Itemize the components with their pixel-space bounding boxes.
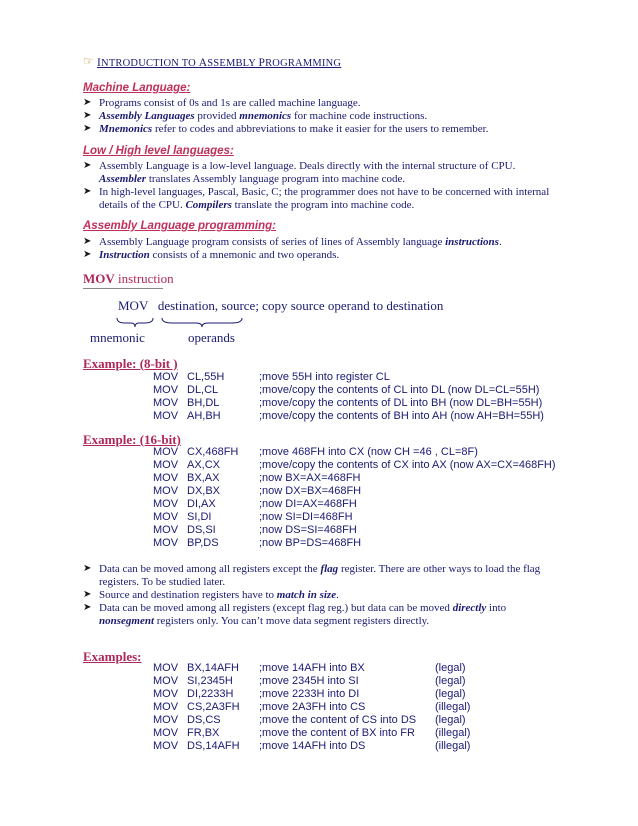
- instruction-comment: ;move/copy the contents of CX into AX (now AX=CX=468FH): [259, 459, 556, 471]
- arrow-bullet-icon: ➤: [83, 123, 92, 134]
- instruction-operands: DS,14AFH: [187, 740, 240, 752]
- instruction-operands: DL,CL: [187, 384, 219, 396]
- note-text: nonsegment registers only. You can’t move data segment registers directly.: [99, 615, 430, 627]
- instruction-mnemonic: MOV: [153, 714, 179, 726]
- instruction-comment: ;move 2A3FH into CS: [259, 701, 366, 713]
- instruction-mnemonic: MOV: [153, 727, 179, 739]
- arrow-bullet-icon: ➤: [83, 602, 92, 613]
- brace-mnemonic-icon: [115, 316, 155, 328]
- examples-heading: Examples:: [83, 649, 142, 664]
- instruction-comment: ;move 55H into register CL: [259, 371, 390, 383]
- instruction-operands: DS,CS: [187, 714, 221, 726]
- instruction-mnemonic: MOV: [153, 675, 179, 687]
- instruction-comment: ;move the content of BX into FR: [259, 727, 415, 739]
- bullet-text: Instruction consists of a mnemonic and two operands.: [99, 249, 340, 261]
- instruction-legality: (legal): [435, 662, 466, 674]
- bullet-text: Assembly Language is a low-level language. Deals directly with the internal structure of CPU.: [99, 160, 516, 172]
- instruction-operands: BX,AX: [187, 472, 220, 484]
- instruction-legality: (legal): [435, 675, 466, 687]
- instruction-operands: SI,2345H: [187, 675, 233, 687]
- note-text: registers. To be studied later.: [99, 576, 226, 588]
- bullet-text: In high-level languages, Pascal, Basic, C; the programmer does not have to be concerned with internal: [99, 186, 550, 198]
- instruction-mnemonic: MOV: [153, 384, 179, 396]
- instruction-operands: DX,BX: [187, 485, 221, 497]
- instruction-mnemonic: MOV: [153, 410, 179, 422]
- section-heading-low-high: Low / High level languages:: [83, 145, 234, 157]
- instruction-comment: ;now BP=DS=468FH: [259, 537, 362, 549]
- instruction-operands: BP,DS: [187, 537, 219, 549]
- instruction-operands: CL,55H: [187, 371, 225, 383]
- bullet-text: Assembly Language program consists of series of lines of Assembly language instructions.: [99, 236, 502, 248]
- instruction-legality: (legal): [435, 688, 466, 700]
- bullet-text: details of the CPU. Compilers translate the program into machine code.: [99, 199, 415, 211]
- page-title: INTRODUCTION TO ASSEMBLY PROGRAMMING: [97, 57, 342, 69]
- arrow-bullet-icon: ➤: [83, 236, 92, 247]
- mnemonic-label: mnemonic: [90, 330, 145, 345]
- instruction-operands: DI,2233H: [187, 688, 234, 700]
- brace-operands-icon: [160, 316, 244, 328]
- note-text: Data can be moved among all registers (except flag reg.) but data can be moved directly into: [99, 602, 507, 614]
- bullet-text: Assembler translates Assembly language program into machine code.: [99, 173, 406, 185]
- arrow-bullet-icon: ➤: [83, 160, 92, 171]
- example-16bit-heading: Example: (16-bit): [83, 432, 181, 447]
- instruction-mnemonic: MOV: [153, 688, 179, 700]
- instruction-legality: (legal): [435, 714, 466, 726]
- bullet-text: Mnemonics refer to codes and abbreviations to make it easier for the users to remember.: [99, 123, 489, 135]
- instruction-comment: ;now DS=SI=468FH: [259, 524, 357, 536]
- instruction-mnemonic: MOV: [153, 701, 179, 713]
- arrow-bullet-icon: ➤: [83, 186, 92, 197]
- instruction-operands: SI,DI: [187, 511, 212, 523]
- bullet-text: Programs consist of 0s and 1s are called machine language.: [99, 97, 361, 109]
- instruction-comment: ;move 14AFH into BX: [259, 662, 365, 674]
- instruction-comment: ;move/copy the contents of BH into AH (now AH=BH=55H): [259, 410, 544, 422]
- arrow-bullet-icon: ➤: [83, 97, 92, 108]
- instruction-comment: ;move 2345H into SI: [259, 675, 359, 687]
- instruction-mnemonic: MOV: [153, 397, 179, 409]
- instruction-comment: ;now BX=AX=468FH: [259, 472, 361, 484]
- instruction-comment: ;move/copy the contents of CL into DL (now DL=CL=55H): [259, 384, 540, 396]
- instruction-operands: DI,AX: [187, 498, 216, 510]
- instruction-mnemonic: MOV: [153, 740, 179, 752]
- note-text: Data can be moved among all registers except the flag register. There are other ways to load the flag: [99, 563, 541, 575]
- instruction-operands: BH,DL: [187, 397, 220, 409]
- instruction-operands: CS,2A3FH: [187, 701, 240, 713]
- arrow-bullet-icon: ➤: [83, 110, 92, 121]
- example-8bit-heading: Example: (8-bit ): [83, 356, 178, 371]
- instruction-comment: ;move 2233H into DI: [259, 688, 360, 700]
- mov-syntax: MOV destination, source; copy source operand to destination: [118, 298, 444, 313]
- note-text: Source and destination registers have to match in size.: [99, 589, 339, 601]
- instruction-mnemonic: MOV: [153, 537, 179, 549]
- instruction-operands: CX,468FH: [187, 446, 239, 458]
- instruction-operands: AH,BH: [187, 410, 221, 422]
- instruction-comment: ;move 14AFH into DS: [259, 740, 366, 752]
- instruction-comment: ;move the content of CS into DS: [259, 714, 417, 726]
- instruction-legality: (illegal): [435, 701, 471, 713]
- instruction-mnemonic: MOV: [153, 524, 179, 536]
- instruction-mnemonic: MOV: [153, 472, 179, 484]
- instruction-mnemonic: MOV: [153, 446, 179, 458]
- arrow-bullet-icon: ➤: [83, 589, 92, 600]
- arrow-bullet-icon: ➤: [83, 249, 92, 260]
- operands-label: operands: [188, 330, 235, 345]
- divider: [83, 288, 163, 289]
- instruction-mnemonic: MOV: [153, 459, 179, 471]
- arrow-bullet-icon: ➤: [83, 563, 92, 574]
- section-heading-assembly-programming: Assembly Language programming:: [83, 220, 276, 232]
- instruction-comment: ;now DI=AX=468FH: [259, 498, 357, 510]
- instruction-operands: AX,CX: [187, 459, 221, 471]
- instruction-operands: DS,SI: [187, 524, 216, 536]
- instruction-mnemonic: MOV: [153, 371, 179, 383]
- bullet-text: Assembly Languages provided mnemonics for machine code instructions.: [99, 110, 428, 122]
- instruction-legality: (illegal): [435, 727, 471, 739]
- instruction-comment: ;move/copy the contents of DL into BH (now DL=BH=55H): [259, 397, 543, 409]
- section-heading-machine-language: Machine Language:: [83, 82, 191, 94]
- instruction-operands: FR,BX: [187, 727, 220, 739]
- instruction-mnemonic: MOV: [153, 498, 179, 510]
- instruction-comment: ;now DX=BX=468FH: [259, 485, 362, 497]
- instruction-comment: ;now SI=DI=468FH: [259, 511, 353, 523]
- instruction-legality: (illegal): [435, 740, 471, 752]
- title-icon: ☞: [83, 54, 94, 68]
- mov-heading: MOV instruction: [83, 271, 174, 286]
- instruction-mnemonic: MOV: [153, 662, 179, 674]
- instruction-comment: ;move 468FH into CX (now CH =46 , CL=8F): [259, 446, 478, 458]
- instruction-mnemonic: MOV: [153, 485, 179, 497]
- instruction-mnemonic: MOV: [153, 511, 179, 523]
- instruction-operands: BX,14AFH: [187, 662, 239, 674]
